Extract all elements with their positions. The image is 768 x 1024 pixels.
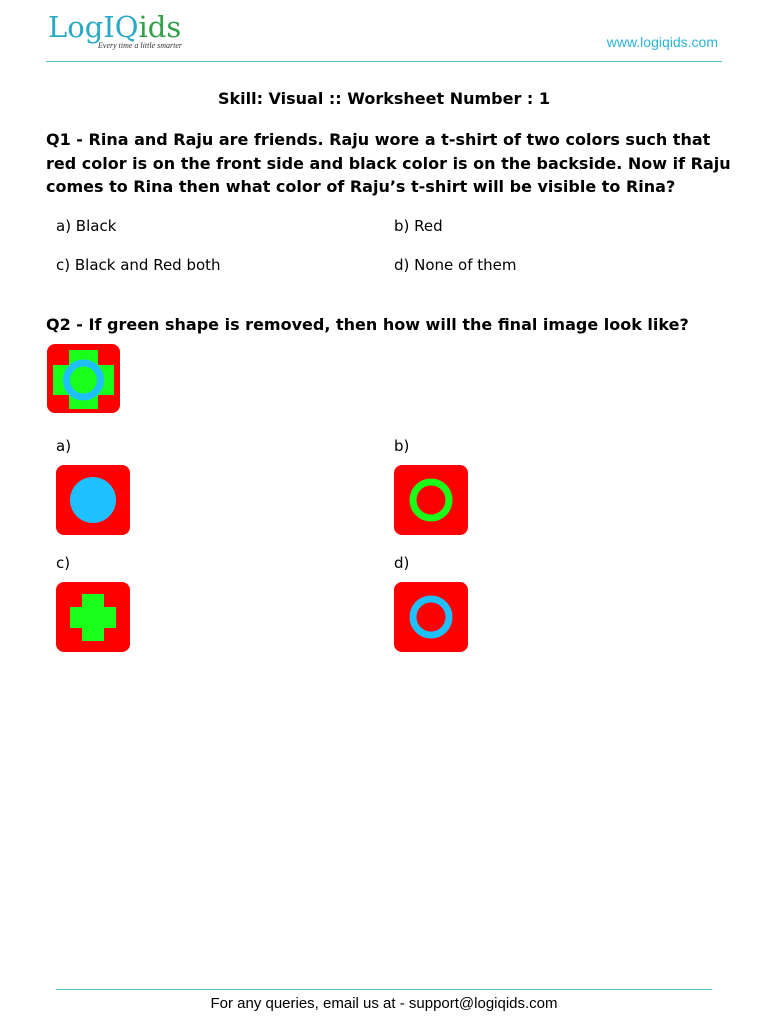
logo-tagline: Every time a little smarter [98,41,182,50]
footer-contact-text: For any queries, email us at - support@logiqids.com [210,995,558,1012]
q1-option-c: c) Black and Red both [56,256,221,274]
q2-option-b-image [394,465,468,535]
q2-option-d-label: d) [394,554,410,572]
header-divider [46,61,722,62]
logiqids-logo [48,10,218,54]
worksheet-title: Skill: Visual :: Worksheet Number : 1 [217,89,551,108]
logo-text-part1: LogIQ [48,10,139,44]
q2-option-d-image [394,582,468,652]
q2-option-a-label: a) [56,437,72,455]
q2-option-c-label: c) [56,554,71,572]
question-2-text: Q2 - If green shape is removed, then how will the final image look like? [46,315,689,334]
q1-option-a: a) Black [56,217,117,235]
question-1-text: Q1 - Rina and Raju are friends. Raju wore a t-shirt of two colors such that red color is on the front side and black color is on the backside. Now if Raju comes to Rina then what color of Raju’s t-shirt will be visible to Rina? [46,130,731,196]
q1-option-d: d) None of them [394,256,517,274]
logo-text-part2: ids [138,10,182,44]
q2-option-b-label: b) [394,437,410,455]
footer-divider [56,989,712,990]
q2-option-a-image [56,465,130,535]
q2-option-c-image [56,582,130,652]
q1-option-b: b) Red [394,217,443,235]
q2-question-image [47,344,120,413]
website-link[interactable]: www.logiqids.com [606,34,718,50]
